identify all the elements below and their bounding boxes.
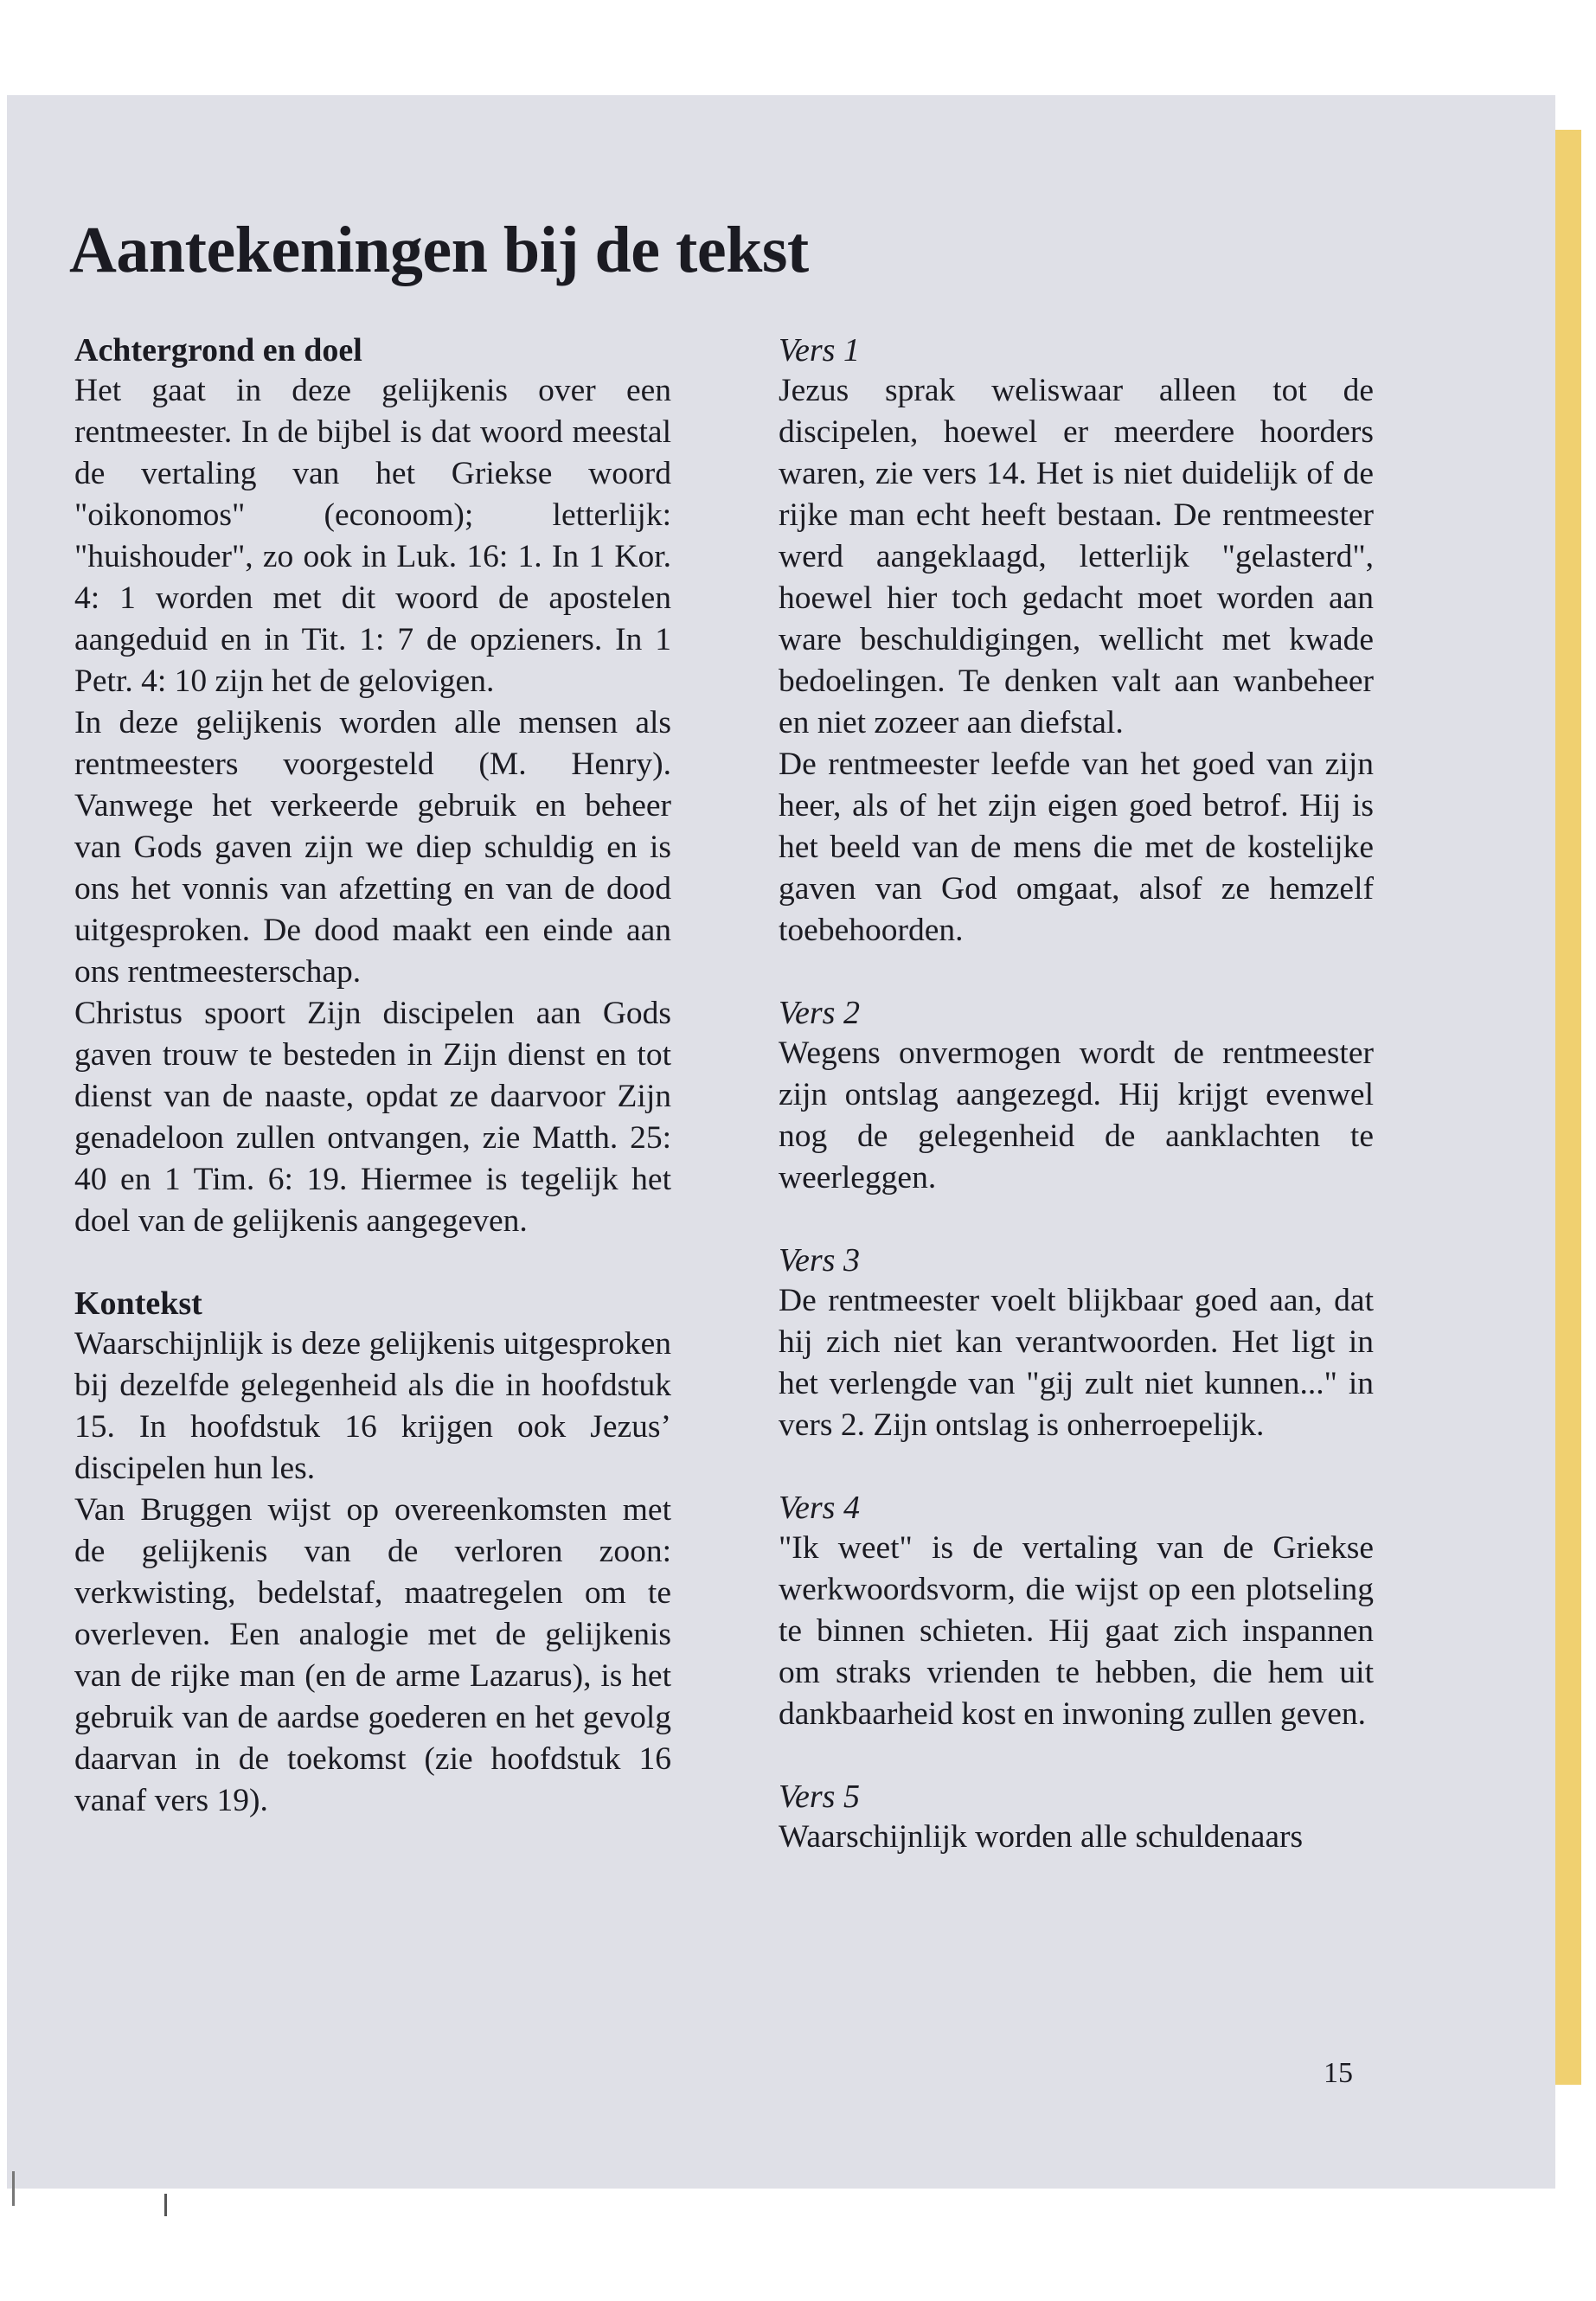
verse-heading: Vers 5 xyxy=(779,1779,860,1815)
section-heading-background: Achtergrond en doel xyxy=(74,332,362,369)
paragraph: Christus spoort Zijn discipelen aan Gods gaven trouw te besteden in Zijn dienst en tot dienst van de naaste, opdat ze daarvoor Zijn genadeloon zullen ontvangen, zie Matth. 25: 40 en 1 Tim. 6: 19. Hiermee is tegelijk het doel van de gelijkenis aangegeven. xyxy=(74,996,671,1239)
scan-artifact xyxy=(12,2171,15,2206)
spacer xyxy=(779,1199,1374,1240)
paragraph: Wegens onvermogen wordt de rentmeester zijn ontslag aangezegd. Hij krijgt evenwel nog de gelegenheid de aanklachten te weerleggen. xyxy=(779,1035,1374,1195)
paragraph: In deze gelijkenis worden alle mensen als rentmeesters voorgesteld (M. Henry). Vanwege het verkeerde gebruik en beheer van Gods gaven zijn we diep schuldig en is ons het vonnis van afzetting en van de dood uitgesproken. De dood maakt een einde aan ons rentmeesterschap. xyxy=(74,705,671,990)
paragraph: Waarschijnlijk worden alle schuldenaars xyxy=(779,1819,1304,1855)
right-column xyxy=(779,330,1374,1858)
page-edge xyxy=(1555,130,1581,2085)
verse-heading: Vers 1 xyxy=(779,332,860,369)
verse-heading: Vers 2 xyxy=(779,995,860,1031)
page-number: 15 xyxy=(1324,2057,1353,2089)
paragraph: "Ik weet" is de vertaling van de Griekse werkwoordsvorm, die wijst op een plotseling te binnen schieten. Hij gaat zich inspannen om straks vrienden te hebben, die hem uit dankbaarheid kost en inwoning zullen geven. xyxy=(779,1530,1374,1732)
verse-heading: Vers 3 xyxy=(779,1242,860,1279)
verse-heading: Vers 4 xyxy=(779,1490,860,1526)
section-heading-context: Kontekst xyxy=(74,1285,202,1322)
spacer xyxy=(779,1446,1374,1488)
paragraph: Van Bruggen wijst op overeenkomsten met de gelijkenis van de verloren zoon: verkwisting, bedelstaf, maatregelen om te overleven. Een analogie met de gelijkenis van de rijke man (en de arme Lazarus), is het gebruik van de aardse goederen en het gevolg daarvan in de toekomst (zie hoofdstuk 16 vanaf vers 19). xyxy=(74,1492,671,1818)
paragraph: Het gaat in deze gelijkenis over een rentmeester. In de bijbel is dat woord meestal de vertaling van het Griekse woord "oikonomos" (econoom); letterlijk: "huishouder", zo ook in Luk. 16: 1. In 1 Kor. 4: 1 worden met dit woord de apostelen aangeduid en in Tit. 1: 7 de opzieners. In 1 Petr. 4: 10 zijn het de gelovigen. xyxy=(74,373,671,699)
paragraph: De rentmeester leefde van het goed van zijn heer, als of het zijn eigen goed betrof. Hij is het beeld van de mens die met de kostelijke gaven van God omgaat, alsof ze hemzelf toebehoorden. xyxy=(779,747,1374,948)
paragraph: De rentmeester voelt blijkbaar goed aan, dat hij zich niet kan verantwoorden. Het ligt in het verlengde van "gij zult niet kunnen..." in vers 2. Zijn ontslag is onherroepelijk. xyxy=(779,1283,1374,1443)
paragraph: Jezus sprak weliswaar alleen tot de discipelen, hoewel er meerdere hoorders waren, zie vers 14. Het is niet duidelijk of de rijke man echt heeft bestaan. De rentmeester werd aangeklaagd, letterlijk "gelasterd", hoewel hier toch gedacht moet worden aan ware beschuldigingen, wellicht met kwade bedoelingen. Te denken valt aan wanbeheer en niet zozeer aan diefstal. xyxy=(779,373,1374,740)
spacer xyxy=(779,1735,1374,1777)
spacer xyxy=(74,1242,671,1284)
left-column xyxy=(74,330,671,1822)
spacer xyxy=(779,952,1374,993)
page-title: Aantekeningen bij de tekst xyxy=(69,214,809,286)
paragraph: Waarschijnlijk is deze gelijkenis uitgesproken bij dezelfde gelegenheid als die in hoofdstuk 15. In hoofdstuk 16 krijgen ook Jezus’ discipelen hun les. xyxy=(74,1326,671,1486)
scan-artifact xyxy=(164,2194,167,2216)
